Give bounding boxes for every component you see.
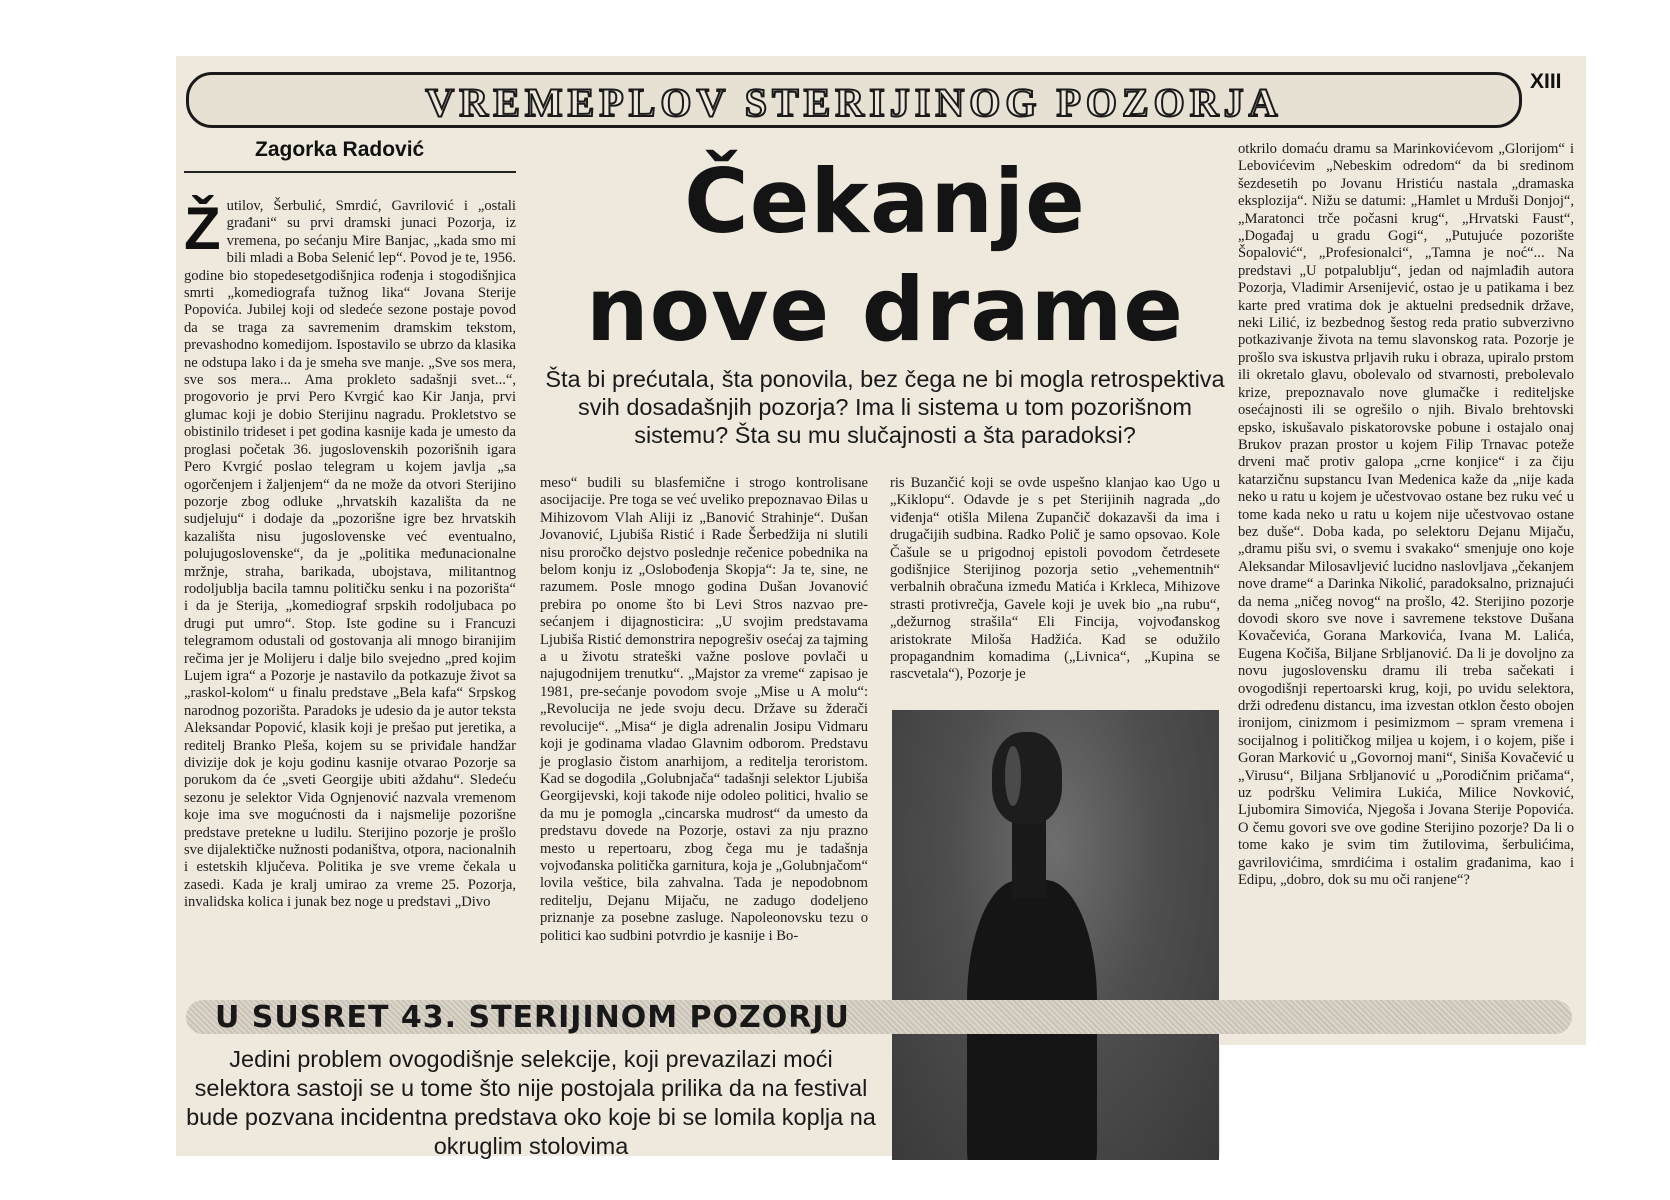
bust-photo: [892, 710, 1219, 1160]
byline: Zagorka Radović: [255, 138, 425, 161]
bust-head-shape: [992, 732, 1062, 824]
column-2: meso“ budili su blasfemične i strogo kontrolisane asocijacije. Pre toga se već uveliko prepoznavao Đilas u Mihizovom Vlah Aliji iz „Banović Strahinje“. Dušan Jovanović, Ljubiša Ristić i Rade Šerbedžija ni slutili nisu proročko dejstvo poslednje rečenice pobednika na belom konju iz „Oslobođenja Skopja“: Ja te, sine, ne razumem. Posle mnogo godina Dušan Jovanović prebira po onome što bi Levi Stros nazvao pre-sećanjem i dijagnosticira: „U svojim predstavama Ljubiša Ristić demonstrira nepogrešiv osećaj za tajming a u životu strateški važne poslove povlači u najugodnijem trenutku“. „Majstor za vreme“ zapisao je 1981, pre-sećanje povodom svoje „Mise u A molu“: „Revolucija ne jede svoju decu. Države su žderači revolucije“. „Misa“ je digla adrenalin Josipu Vidmaru koji je godinama vladao Glavnim odborom. Predstavu je proglasio čistom anarhijom, a reditelja teroristom. Kad se dogodila „Golubnjača“ tadašnji selektor Ljubiša Georgijevski, koji takođe nije odoleo politici, hvalio se da mu je pomogla „cincarska mudrost“ da umesto da predstavu dovede na Pozorje, ostavi za nju prazno mesto u repertoaru, zbog čega mu je tadašnja vojvođanska politička garnitura, koja je „Golubnjačom“ lovila veštice, bila zahvalna. Tada je nepodobnom reditelju, Dejanu Mijaču, ne zadugo dodeljeno priznanje za posebne zasluge. Napoleonovsku tezu o politici kao sudbini potvrdio je kasnije i Bo-: [540, 475, 868, 944]
headline: [540, 148, 1230, 364]
article-deck: Šta bi prećutala, šta ponovila, bez čega ne bi mogla retrospektiva svih dosadašnjih pozorja? Ima li sistema u tom pozorišnom sistemu? Šta su mu slučajnosti a šta paradoksi?: [545, 366, 1225, 448]
column-1: [184, 195, 516, 912]
subsection-deck: Jedini problem ovogodišnje selekcije, koji prevazilazi moći selektora sastoji se u tome što nije postojala prilika da na festival bude pozvana incidentna predstava oko koje bi se lomila koplja na okruglim stolovima: [186, 1046, 876, 1159]
bust-neck-shape: [1012, 818, 1046, 898]
column-4: otkrilo domaću dramu sa Marinkovićevom „Glorijom“ i Lebovićevim „Nebeskim odredom“ da bi sredinom šezdesetih po Jovanu Hristiću nastala „dramaska eksplozija“. Nižu se datumi: „Hamlet u Mrduši Donjoj“, „Maratonci trče počasni krug“, „Hrvatski Faust“, „Događaj u gradu Gogi“, „Putujuće pozorište Šopalović“, „Profesionalci“, „Tamna je noć“... Na predstavi „U potpalublju“, jedan od najmlađih autora Pozorja, Vladimir Arsenijević, ostao je u patikama i bez karte pred vratima dok je aktuelni predsednik države, neki Lilić, iz bezbednog šestog reda pratio subverzivno potkazivanje života na temu slavonskog rata. Pozorje je prošlo sva iskustva prljavih ruku i obraza, upiralo prstom ili okretalo glavu, obolevalo od stvarnosti, prebolevalo krize, prepoznavalo nove glumačke i rediteljske osećajnosti ili se ogrešilo o njih. Bivalo brehtovski epsko, iskušavalo piskatorovske pobune i ostajalo onaj Brukov prazan prostor u kojem Filip Trnavac poteže drveni mač protiv galopa „crne konjice“ i za čiju katarzičnu supstancu Ivan Medenica kaže da „nije kada neko u ratu u kojem je učestvovao ostane bez ruku već u tome kada neko u ratu u kojem nije učestvovao ostane bez duše“. Doba kada, po selektoru Dejanu Mijaču, „dramu pišu svi, o svemu i svakako“ smenjuje ono koje Aleksandar Milosavljević lucidno naslovljava „čekanjem nove drame“ a Darinka Nikolić, paradoksalno, priznajući da nema „ničeg novog“ na prošlo, 42. Sterijino pozorje dovodi skoro sve nove i savremene tekstove Dušana Kovačevića, Gorana Markovića, Ivana M. Lalića, Eugena Kočiša, Biljane Srbljanović. Da li je dovoljno za novu jugoslovensku dramu ili treba sačekati i ovogodišnji repertoarski krug, koji, po uvidu selektora, drži određenu distancu, ima izvestan otklon često obojen ironijom, cinizmom i pesimizmom – spram vremena i socijalnog i političkog milјea u kojem, i o kojem, piše i Goran Marković u „Govornoj mani“, Siniša Kovačević u „Virusu“, Biljana Srbljanović u „Porodičnim pričama“, uz podršku Velimira Lukića, Milice Novković, Ljubomira Simovića, Njegoša i Jovana Sterije Popovića. O čemu govori sve ove godine Sterijino pozorje? Da li o tome kako je svim tim žutilovima, šerbulićima, gavrilovićima, smrdićima i ostalim građanima, kao i Edipu, „dobro, dok su mu oči ranjene“?: [1238, 141, 1574, 889]
clipping-edge: [1220, 1045, 1600, 1165]
page-number: XIII: [1530, 70, 1562, 93]
column-3: ris Buzančić koji se ovde uspešno klanjao kao Ugo u „Kiklopu“. Odavde je s pet Sterijinih nagrada „do viđenja“ otišla Milena Zupančič dokazavši da ima i drugačijih sudbina. Radko Polič je samo opsovao. Kole Čašule se u prigodnoj epistoli povodom četrdesete godišnjice Sterijinog pozorja setio „vehementnih“ verbalnih obračuna između Matića i Krkleca, Mihizove strasti protivrečja, Gavele koji je uvek bio „na rubu“, „dežurnog strašila“ Eli Fincija, vojvođanskog aristokrate Miloša Hadžića. Kad se odužilo propagandnim komadima („Livnica“, „Kupina se rascvetala“), Pozorje je: [890, 475, 1220, 683]
column-1-text: utilov, Šerbulić, Smrdić, Gavrilović i „ostali građani“ su prvi dramski junaci Pozorja, iz vremena, po sećanju Mire Banjac, „kada smo mi bili mladi a Boba Selenić lep“. Povod je te, 1956. godine bio stopedesetgodišnjica rođenja i stogodišnjica smrti „komediografa tužnog lika“ Jovana Sterije Popovića. Jubilej koji od sledeće sezone postaje povod da se traga za savremenim dramskim tekstom, prevashodno komedijom. Ispostavilo se ubrzo da klasika ne odstupa lako i da je smeha sve manje. „Sve sos mera, sve sos mera... Ama prokleto sadašnji svet...“, progovorio je prvi Pero Kvrgić kao Kir Janja, prvi glumac koji je dobio Sterijinu nagradu. Prokletstvo se obistinilo trideset i pet godina kasnije kada je umesto da proglasi početak 36. jugoslovenskih pozorišnih igara Pero Kvrgić poslao telegram u kojem javlja „sa ogorčenjem i žaljenjem“ da ne može da otvori Sterijino pozorje zbog odluke „hrvatskih kazališta da ne sudjeluju“ i dodaje da „pozorišne igre bez hrvatskih kazališta nisu jugoslovenske već eventualno, polujugoslovenske“, da je „politika međunacionalne mržnje, straha, barikada, ubojstava, militantnog rodoljublja bacila tamnu političku senku i na pozorišta“ i da je Sterija, „komediograf srpskih rodoljubaca po drugi put umro“. Stop. Iste godine su i Francuzi telegramom odustali od gostovanja ali mnogo biranijim rečima jer je Molijeru i dalje bilo svejedno „pred kojim Lujem igra“ a Pozorje je nastavilo da potkazuje život sa „raskol-kolom“ u finalu predstave „Bela kafa“ Srpskog narodnog pozorišta. Paradoks je udesio da je autor teksta Aleksandar Popović, klasik koji je prešao put jeretika, a reditelj Branko Pleša, kojem su se priviđale handžar divizije dok je koju godinu kasnije otvarao Pozorje sa porukom da će „sveti Georgije ubiti aždahu“. Sledeću sezonu je selektor Vida Ognjenović nazvala vremenom koje ima sve mogućnosti da i najsmelije pozorišne predstave pretekne u ludilu. Sterijino pozorje je prošlo sve dijalektičke nužnosti podaništva, otpora, nacionalnih i estetskih ključeva. Politika je sve vreme čekala u zasedi. Kada je kralj umirao za vreme 25. Pozorja, invalidska kolica i junak bez noge u predstavi „Divo: [184, 198, 516, 911]
drop-cap: Ž: [184, 195, 221, 262]
bust-highlight: [1005, 746, 1021, 806]
headline-line-2: nove drame: [586, 258, 1184, 361]
banner-title: VREMEPLOV STERIJINOG POZORJA: [425, 80, 1283, 125]
byline-divider: [184, 171, 516, 173]
subsection-title: U SUSRET 43. STERIJINOM POZORJU: [215, 1000, 850, 1035]
headline-line-1: Čekanje: [684, 150, 1086, 253]
section-banner: [186, 72, 1522, 128]
